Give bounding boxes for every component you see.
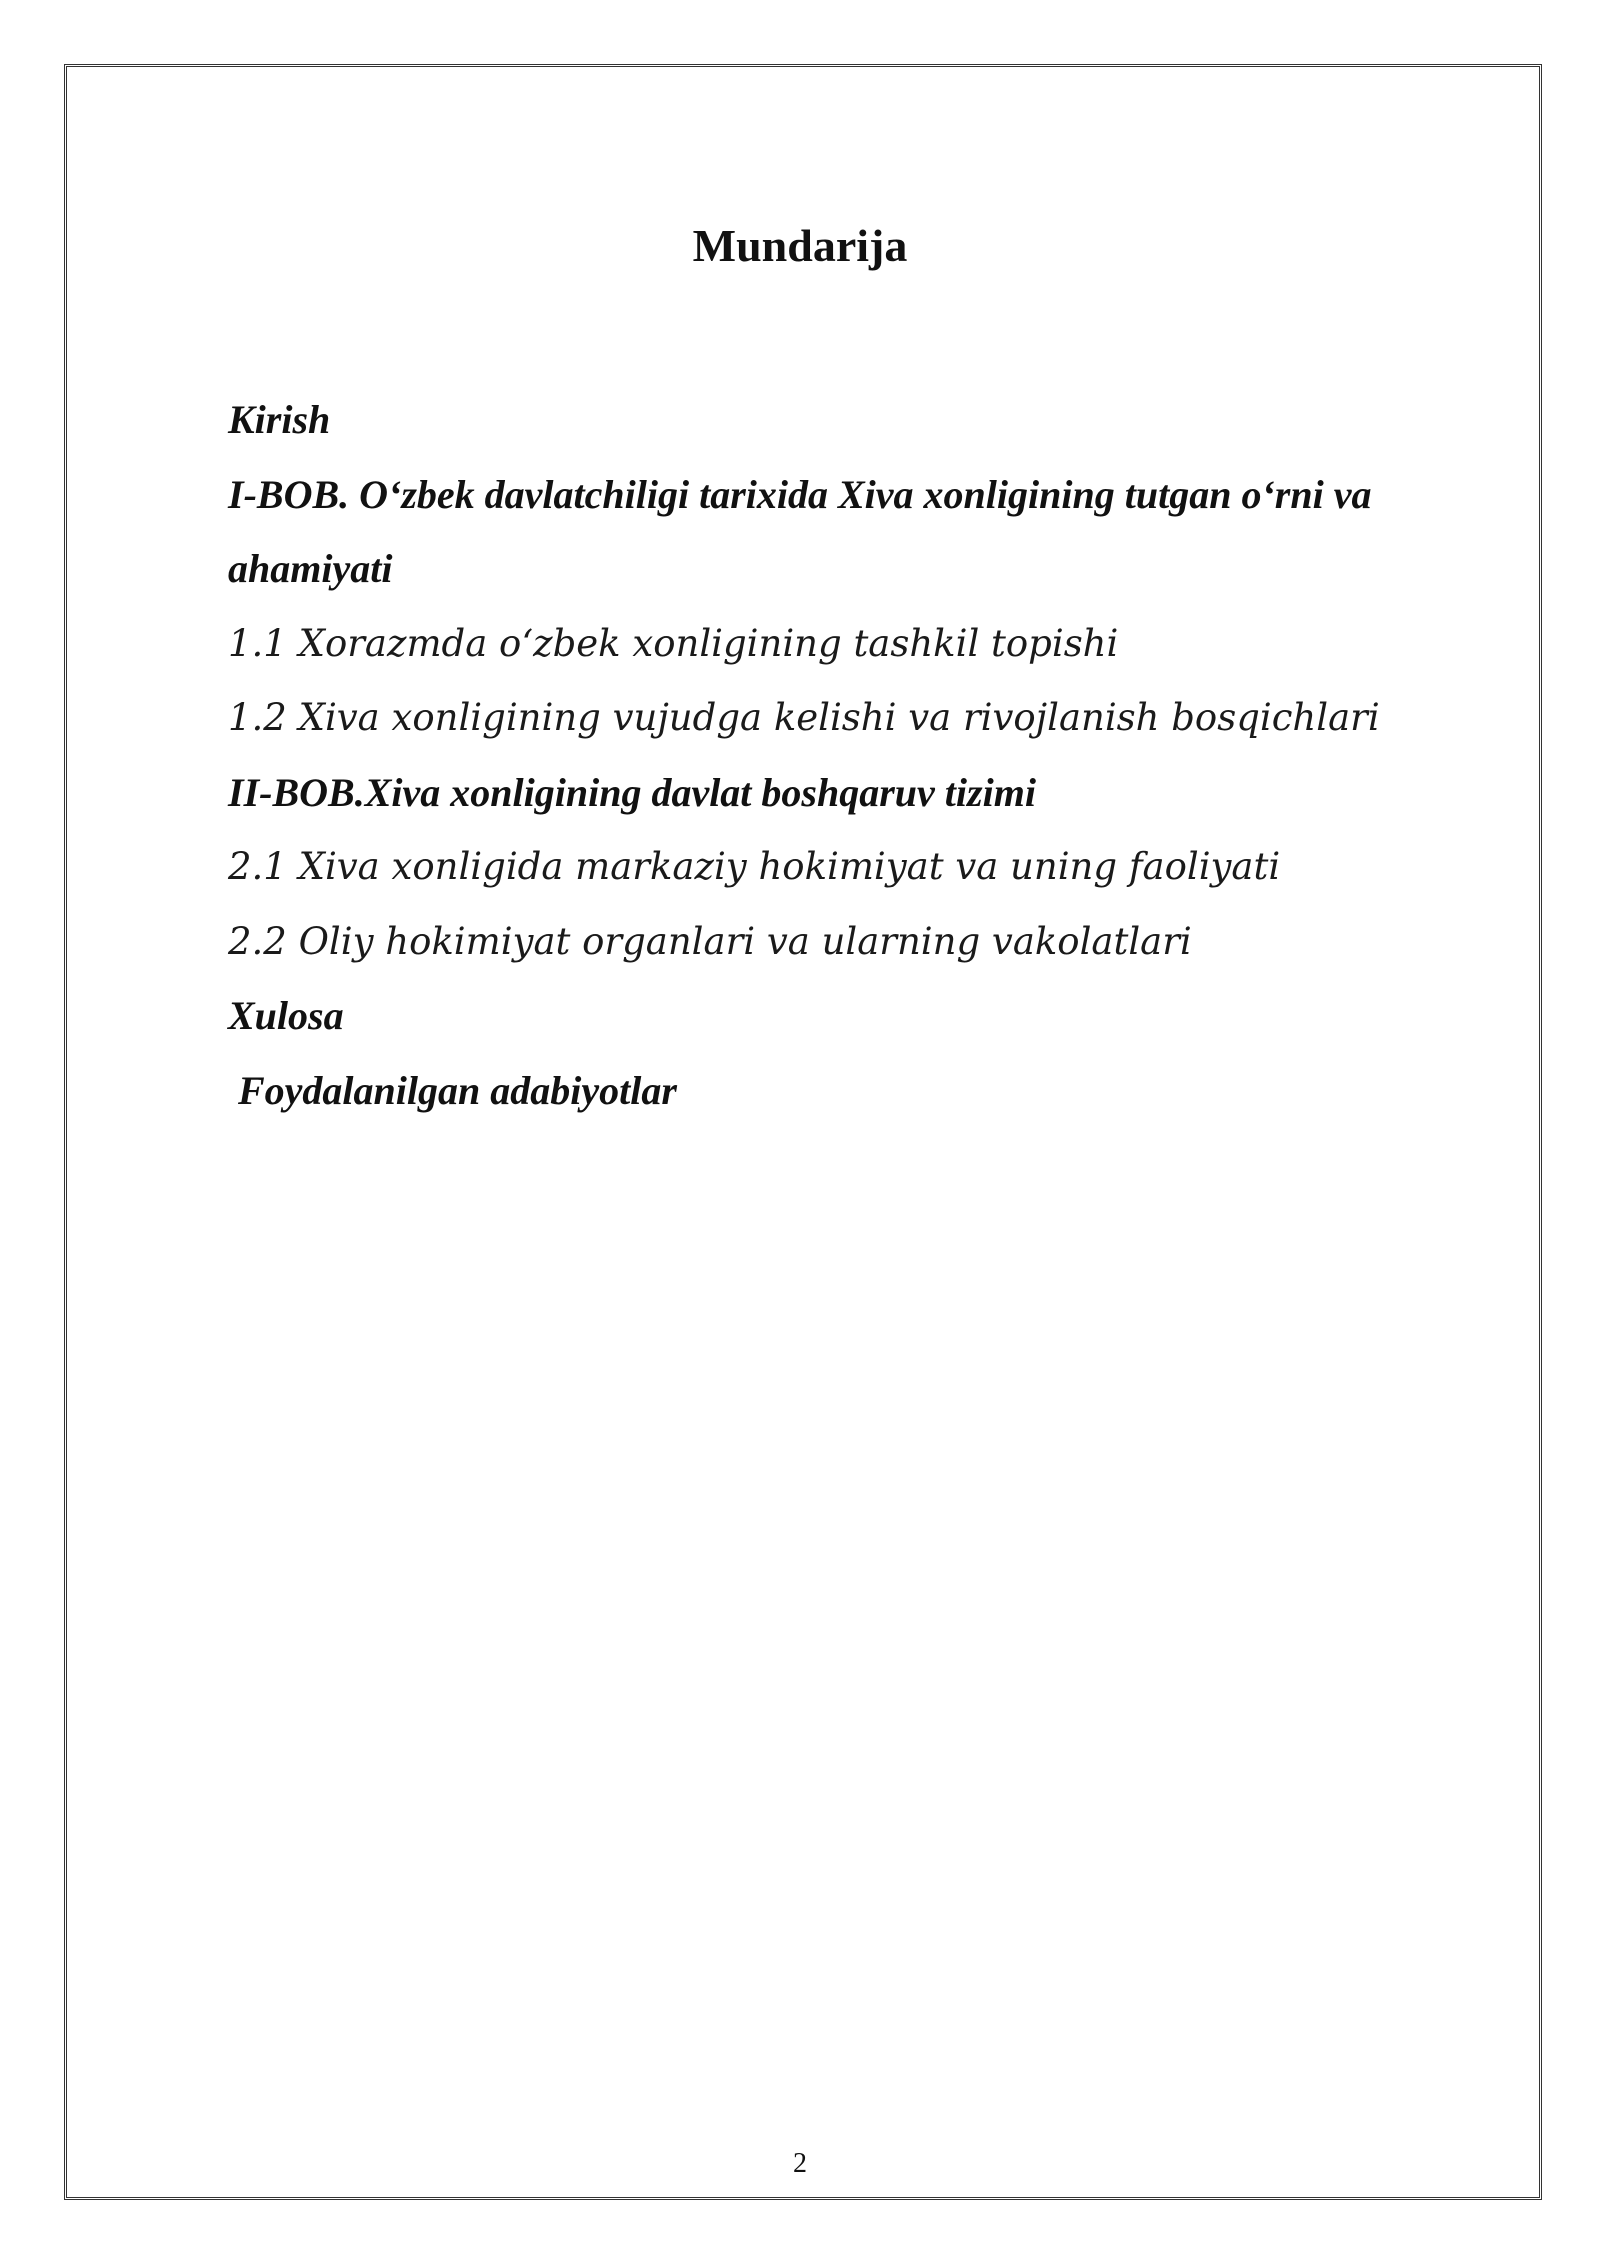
page-number: 2 (793, 2148, 807, 2179)
toc-entry-chapter-1: I-BOB. O‘zbek davlatchiligi tarixida Xiva xonligining tutgan o‘rni va ahamiyati (228, 471, 1382, 591)
toc-entry-section-2-1: 2.1 Xiva xonligida markaziy hokimiyat va uning faoliyati (228, 845, 1281, 888)
toc-entry-chapter-2: II-BOB.Xiva xonligining davlat boshqaruv tizimi (228, 769, 1036, 815)
toc-entry-references: Foydalanilgan adabiyotlar (228, 1067, 677, 1113)
document-title: Mundarija (692, 220, 908, 271)
toc-entry-xulosa: Xulosa (228, 993, 344, 1038)
table-of-contents (228, 383, 1488, 1128)
toc-entry-section-1-2: 1.2 Xiva xonligining vujudga kelishi va rivojlanish bosqichlari (228, 696, 1380, 739)
toc-entry-section-2-2: 2.2 Oliy hokimiyat organlari va ularning vakolatlari (228, 919, 1192, 963)
toc-entry-kirish: Kirish (228, 397, 331, 442)
toc-entry-section-1-1: 1.1 Xorazmda o‘zbek xonligining tashkil topishi (228, 621, 1119, 665)
